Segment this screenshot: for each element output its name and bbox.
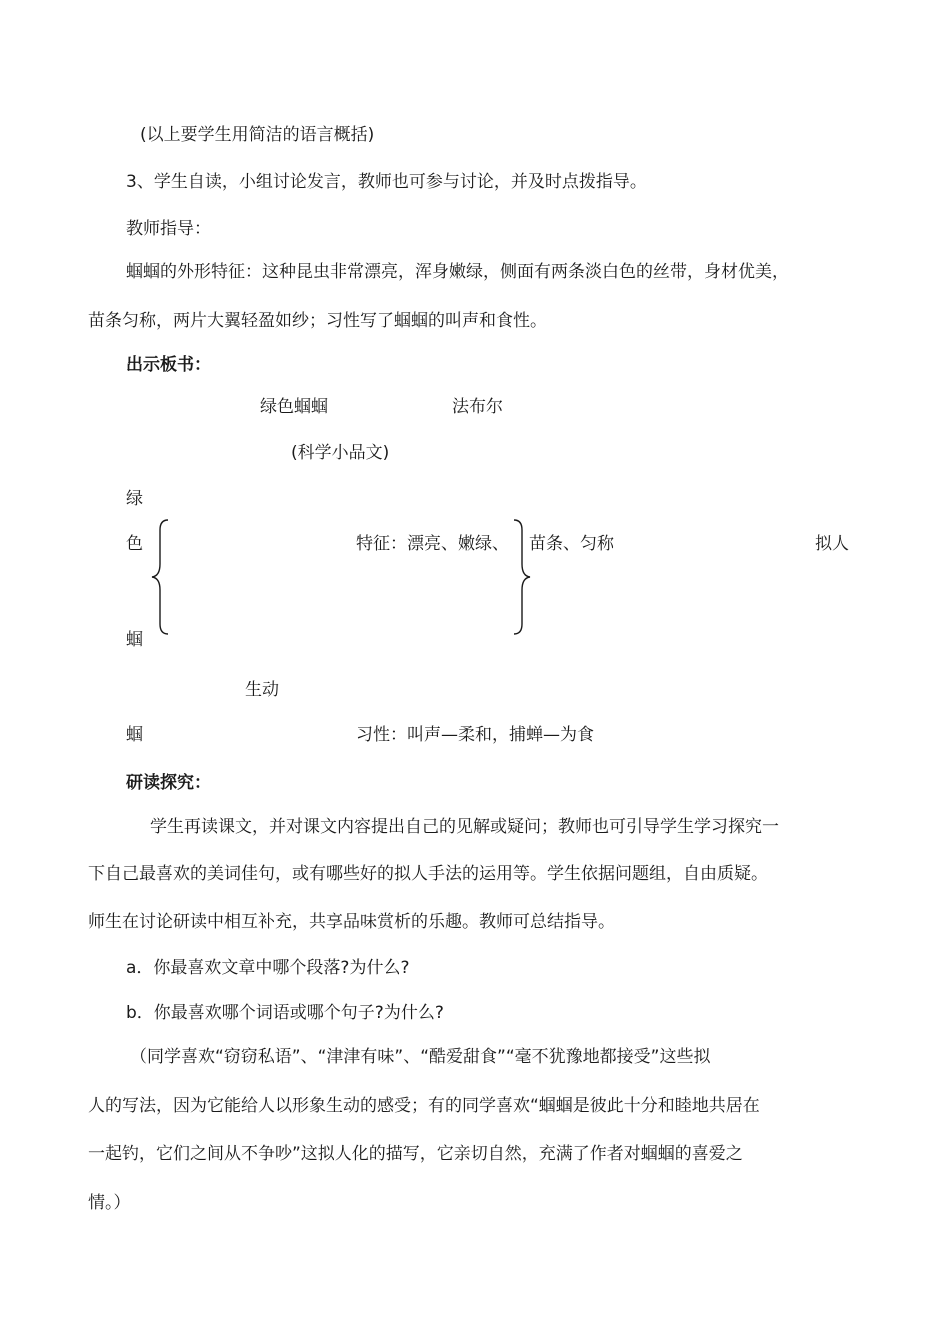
study-heading: 研读探究： xyxy=(126,773,211,793)
side-char-4: 蝈 xyxy=(126,725,143,745)
teacher-guide-heading: 教师指导： xyxy=(126,219,211,239)
board-title: 绿色蝈蝈 xyxy=(260,397,328,417)
board-author: 法布尔 xyxy=(452,397,503,417)
side-char-3: 蝈 xyxy=(126,630,143,650)
study-paragraph-line-1: 学生再读课文，并对课文内容提出自己的见解或疑问；教师也可引导学生学习探究一 xyxy=(150,817,779,837)
habit-line: 习性：叫声—柔和，捕蝉—为食 xyxy=(356,725,594,745)
question-b: b．你最喜欢哪个词语或哪个句子?为什么? xyxy=(126,1003,444,1023)
question-a: a．你最喜欢文章中哪个段落?为什么? xyxy=(126,958,410,978)
left-brace xyxy=(150,518,170,636)
study-paragraph-line-2: 下自己最喜欢的美词佳句，或有哪些好的拟人手法的运用等。学生依据问题组，自由质疑。 xyxy=(88,864,768,884)
guide-paragraph-line-1: 蝈蝈的外形特征：这种昆虫非常漂亮，浑身嫩绿，侧面有两条淡白色的丝带，身材优美， xyxy=(126,262,789,282)
answer-line-2: 人的写法，因为它能给人以形象生动的感受；有的同学喜欢“蝈蝈是彼此十分和睦地共居在 xyxy=(88,1096,760,1116)
guide-paragraph-line-2: 苗条匀称，两片大翼轻盈如纱；习性写了蝈蝈的叫声和食性。 xyxy=(88,311,547,331)
board-genre: (科学小品文) xyxy=(291,443,390,463)
feature-line: 特征：漂亮、嫩绿、 xyxy=(356,534,509,554)
step-3-text: 3、学生自读，小组讨论发言，教师也可参与讨论，并及时点拨指导。 xyxy=(126,172,647,192)
board-heading: 出示板书： xyxy=(126,355,211,375)
answer-line-4: 情。） xyxy=(88,1193,131,1213)
study-paragraph-line-3: 师生在讨论研读中相互补充，共享品味赏析的乐趣。教师可总结指导。 xyxy=(88,912,615,932)
vivid-label: 生动 xyxy=(245,680,279,700)
side-char-2: 色 xyxy=(126,534,143,554)
summary-note: (以上要学生用简洁的语言概括) xyxy=(140,125,375,145)
side-char-1: 绿 xyxy=(126,489,143,509)
answer-line-1: （同学喜欢“窃窃私语”、“津津有味”、“酷爱甜食”“毫不犹豫地都接受”这些拟 xyxy=(130,1047,711,1067)
personify-label: 拟人 xyxy=(815,534,849,554)
answer-line-3: 一起钓，它们之间从不争吵”这拟人化的描写，它亲切自然，充满了作者对蝈蝈的喜爱之 xyxy=(88,1144,743,1164)
feature-tail: 苗条、匀称 xyxy=(529,534,614,554)
